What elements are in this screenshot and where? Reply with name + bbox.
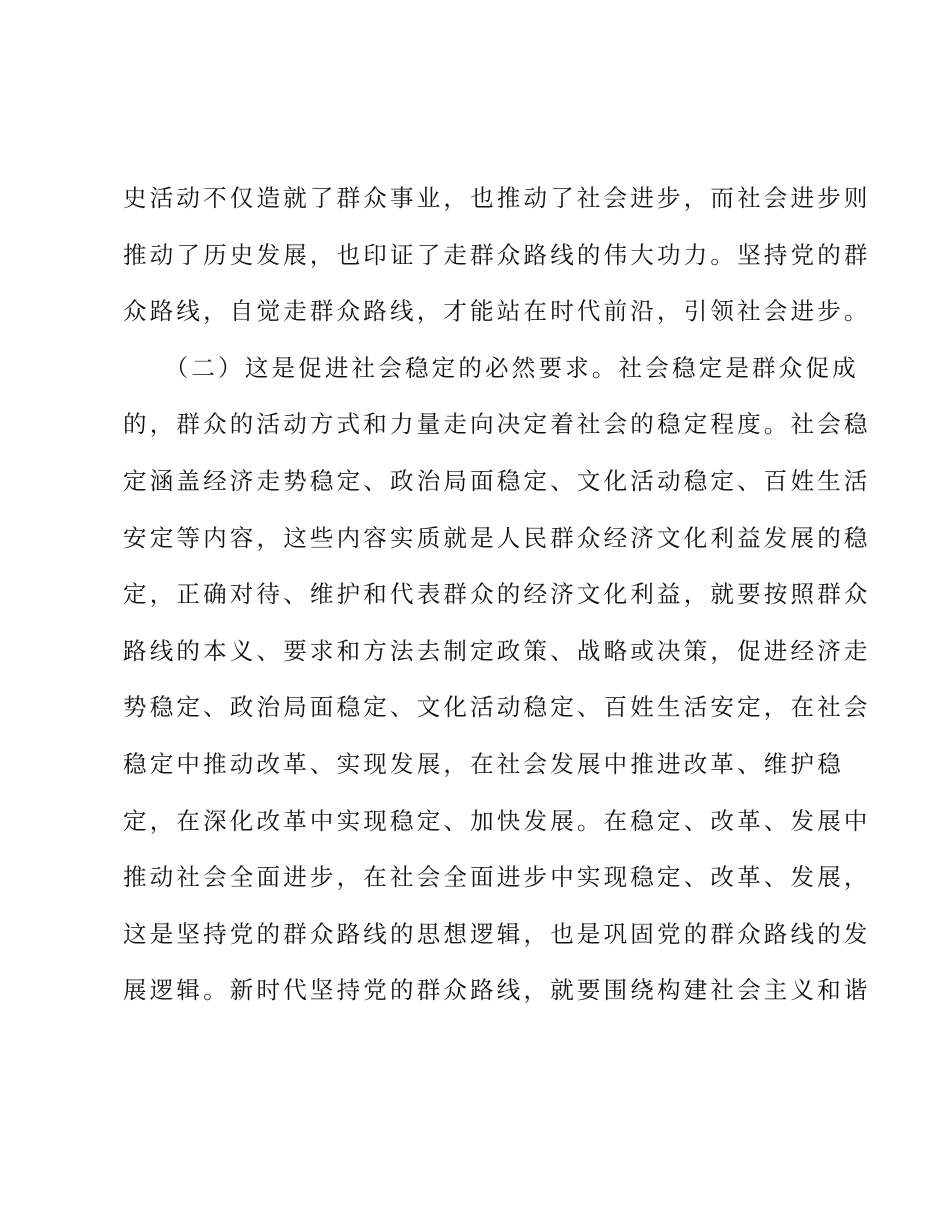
text-line: 定，在深化改革中实现稳定、加快发展。在稳定、改革、发展中 [123,806,871,835]
text-line: 路线的本义、要求和方法去制定政策、战略或决策，促进经济走 [123,636,871,665]
text-line: 史活动不仅造就了群众事业，也推动了社会进步，而社会进步则 [123,184,871,212]
text-line: （二）这是促进社会稳定的必然要求。社会稳定是群众促成 [123,353,859,382]
text-line: 推动社会全面进步，在社会全面进步中实现稳定、改革、发展， [123,863,871,892]
text-line: 势稳定、政治局面稳定、文化活动稳定、百姓生活安定，在社会 [123,693,871,722]
text-line: 展逻辑。新时代坚持党的群众路线，就要围绕构建社会主义和谐 [123,976,871,1005]
body-text [123,170,871,1019]
text-line: 稳定中推动改革、实现发展，在社会发展中推进改革、维护稳 [123,749,844,778]
text-line: 定，正确对待、维护和代表群众的经济文化利益，就要按照群众 [123,580,871,609]
text-line: 安定等内容，这些内容实质就是人民群众经济文化利益发展的稳 [123,523,871,552]
text-line: 定涵盖经济走势稳定、政治局面稳定、文化活动稳定、百姓生活 [123,466,871,495]
text-line: 的，群众的活动方式和力量走向决定着社会的稳定程度。社会稳 [123,410,871,439]
text-line: 众路线，自觉走群众路线，才能站在时代前沿，引领社会进步。 [123,297,871,326]
text-line: 这是坚持党的群众路线的思想逻辑，也是巩固党的群众路线的发 [123,919,871,948]
text-line: 推动了历史发展，也印证了走群众路线的伟大功力。坚持党的群 [123,240,871,269]
